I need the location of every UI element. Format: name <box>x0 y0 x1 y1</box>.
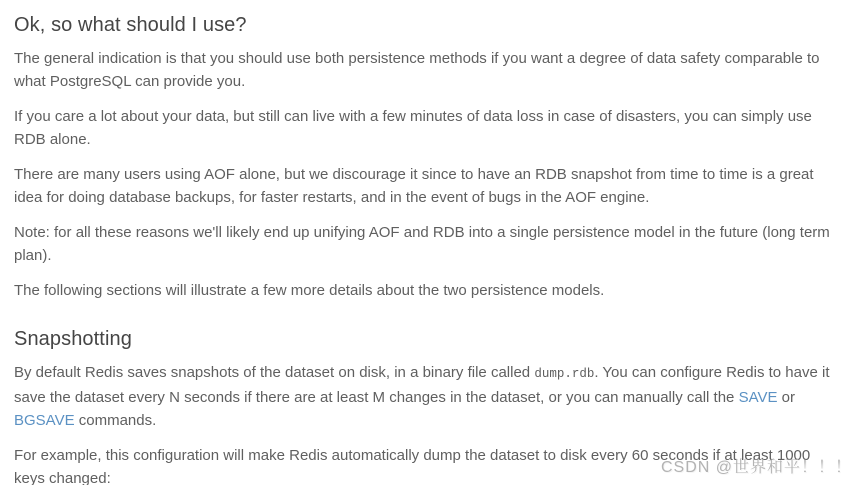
snapshot-text-after-code: . You can configure Redis to have it save the dataset every N seconds if there are at least M changes in the dataset, or you can manually call the <box>14 364 830 406</box>
paragraph-for-example: For example, this configuration will make Redis automatically dump the dataset to disk every 60 seconds if at least 1000 keys changed: <box>14 447 811 485</box>
snapshot-text-before-code: By default Redis saves snapshots of the dataset on disk, in a binary file called <box>14 364 535 381</box>
bgsave-command-link[interactable]: BGSAVE <box>14 412 75 429</box>
paragraph-aof-alone: There are many users using AOF alone, but we discourage it since to have an RDB snapshot from time to time is a great idea for doing database backups, for faster restarts, and in the event of bugs in the AOF engine. <box>14 166 814 206</box>
snapshot-text-after-links: commands. <box>74 412 157 429</box>
section-heading-snapshotting: Snapshotting <box>14 328 132 350</box>
csdn-watermark: CSDN @世界和平！！！ <box>660 459 852 476</box>
paragraph-care-about-data: If you care a lot about your data, but still can live with a few minutes of data loss in case of disasters, you can simply use RDB alone. <box>14 108 812 148</box>
paragraph-note-unifying: Note: for all these reasons we'll likely end up unifying AOF and RDB into a single persistence model in the future (long term plan). <box>14 224 830 264</box>
paragraph-by-default <box>14 361 836 432</box>
save-command-link[interactable]: SAVE <box>738 389 778 406</box>
snapshot-text-between-links: or <box>777 389 795 406</box>
paragraph-general-indication: The general indication is that you should use both persistence methods if you want a degree of data safety comparable to what PostgreSQL can provide you. <box>14 50 820 90</box>
inline-code-dump-rdb: dump.rdb <box>534 367 595 381</box>
paragraph-following-sections: The following sections will illustrate a few more details about the two persistence models. <box>14 282 605 299</box>
section-heading-what-should-i-use: Ok, so what should I use? <box>14 14 247 36</box>
